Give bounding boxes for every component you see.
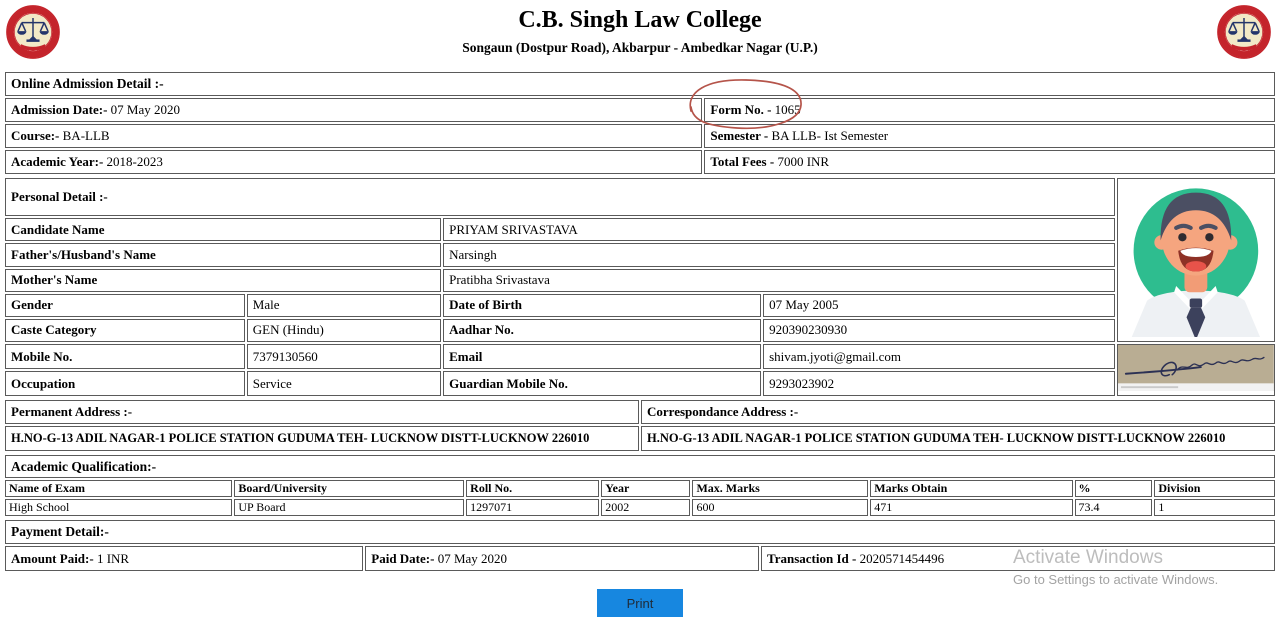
section-academic-qualification	[5, 455, 1275, 478]
aadhar-value: 920390230930	[769, 322, 848, 338]
candidate-name-label: Candidate Name	[11, 221, 105, 237]
permanent-address-value: H.NO-G-13 ADIL NAGAR-1 POLICE STATION GUDUMA TEH- LUCKNOW DISTT-LUCKNOW 226010	[5, 426, 639, 451]
print-button[interactable]: Print	[597, 589, 683, 617]
exam-value: High School	[5, 499, 232, 516]
table-row	[5, 294, 1275, 317]
father-name-label: Father's/Husband's Name	[11, 246, 156, 262]
guardian-mobile-label: Guardian Mobile No.	[449, 375, 568, 391]
col-header-board: Board/University	[234, 480, 464, 497]
col-header-roll: Roll No.	[466, 480, 599, 497]
table-row	[5, 150, 1275, 174]
paid-date-value: 07 May 2020	[437, 550, 508, 566]
caste-label: Caste Category	[11, 322, 97, 338]
guardian-mobile-label-cell	[443, 371, 761, 396]
semester-cell	[704, 124, 1275, 148]
mother-name-label: Mother's Name	[11, 272, 98, 288]
col-header-marks-obtain: Marks Obtain	[870, 480, 1072, 497]
form-no-label: Form No. -	[710, 102, 772, 117]
academic-year-label: Academic Year:-	[11, 154, 104, 169]
paid-date-cell	[365, 546, 759, 571]
amount-paid-value: 1 INR	[96, 550, 130, 566]
year-value: 2002	[601, 499, 690, 516]
email-label-cell	[443, 344, 761, 369]
transaction-id-label: Transaction Id -	[766, 550, 857, 566]
correspondence-address-header	[641, 400, 1275, 424]
table-row	[5, 243, 1275, 266]
col-header-percent: %	[1075, 480, 1153, 497]
section-personal-detail	[5, 178, 1115, 216]
form-no-cell	[704, 98, 1275, 122]
total-fees-value: 7000 INR	[777, 154, 830, 169]
section-online-admission	[5, 72, 1275, 96]
page-header	[0, 0, 1280, 70]
gender-value: Male	[252, 297, 280, 313]
section-payment-detail	[5, 520, 1275, 544]
signature-image	[1118, 345, 1274, 391]
course-cell	[5, 124, 702, 148]
watermark-line2: Go to Settings to activate Windows.	[1013, 572, 1219, 587]
table-row	[5, 344, 1275, 369]
aadhar-value-cell	[763, 319, 1115, 342]
permanent-address-label: Permanent Address :-	[11, 404, 133, 419]
caste-value-cell	[247, 319, 441, 342]
semester-value: BA LLB- Ist Semester	[771, 128, 889, 143]
total-fees-label: Total Fees -	[710, 154, 775, 169]
percent-value: 73.4	[1075, 499, 1153, 516]
aadhar-label-cell	[443, 319, 761, 342]
section-title: Payment Detail:-	[11, 524, 109, 539]
dob-label: Date of Birth	[449, 297, 523, 313]
mobile-label-cell	[5, 344, 245, 369]
table-row	[5, 269, 1275, 292]
email-value-cell	[763, 344, 1115, 369]
correspondence-address-value: H.NO-G-13 ADIL NAGAR-1 POLICE STATION GUDUMA TEH- LUCKNOW DISTT-LUCKNOW 226010	[641, 426, 1275, 451]
mother-name-value-cell	[443, 269, 1115, 292]
watermark-line1: Activate Windows	[1013, 547, 1163, 568]
amount-paid-cell	[5, 546, 363, 571]
col-header-max-marks: Max. Marks	[692, 480, 868, 497]
gender-label: Gender	[11, 297, 53, 313]
section-title: Online Admission Detail :-	[11, 76, 164, 91]
table-row	[5, 98, 1275, 122]
mother-name-label-cell	[5, 269, 441, 292]
father-name-value-cell	[443, 243, 1115, 266]
father-name-value: Narsingh	[449, 246, 497, 262]
division-value: 1	[1154, 499, 1275, 516]
candidate-name-value-cell	[443, 218, 1115, 241]
academic-year-cell	[5, 150, 702, 174]
academic-qualification-table	[3, 453, 1277, 518]
col-header-division: Division	[1154, 480, 1275, 497]
dob-label-cell	[443, 294, 761, 317]
personal-detail-table	[3, 176, 1277, 398]
academic-year-value: 2018-2023	[106, 154, 163, 169]
candidate-avatar-image	[1118, 179, 1274, 337]
dob-value-cell	[763, 294, 1115, 317]
caste-value: GEN (Hindu)	[252, 322, 324, 338]
guardian-mobile-value-cell	[763, 371, 1115, 396]
candidate-photo	[1117, 178, 1275, 342]
amount-paid-label: Amount Paid:-	[11, 550, 94, 566]
candidate-name-label-cell	[5, 218, 441, 241]
mother-name-value: Pratibha Srivastava	[449, 272, 550, 288]
admission-date-value: 07 May 2020	[110, 102, 181, 117]
email-value: shivam.jyoti@gmail.com	[769, 348, 901, 364]
payment-detail-table	[3, 518, 1277, 573]
table-row	[5, 218, 1275, 241]
transaction-id-cell	[761, 546, 1275, 571]
occupation-value-cell	[247, 371, 441, 396]
online-admission-table	[3, 70, 1277, 176]
academic-header-row	[5, 480, 1275, 497]
occupation-value: Service	[252, 375, 292, 391]
col-header-year: Year	[601, 480, 690, 497]
occupation-label-cell	[5, 371, 245, 396]
college-seal-icon	[1216, 4, 1272, 60]
mobile-label: Mobile No.	[11, 348, 73, 364]
transaction-id-value: 2020571454496	[859, 550, 945, 566]
table-row	[5, 124, 1275, 148]
form-no-value: 1065	[774, 102, 801, 117]
print-button-row	[0, 589, 1280, 617]
total-fees-cell	[704, 150, 1275, 174]
table-row	[5, 319, 1275, 342]
gender-label-cell	[5, 294, 245, 317]
marks-obtain-value: 471	[870, 499, 1072, 516]
occupation-label: Occupation	[11, 375, 76, 391]
correspondence-address-label: Correspondance Address :-	[647, 404, 799, 419]
caste-label-cell	[5, 319, 245, 342]
mobile-value-cell	[247, 344, 441, 369]
max-marks-value: 600	[692, 499, 868, 516]
table-row	[5, 426, 1275, 451]
section-title: Personal Detail :-	[11, 189, 108, 205]
table-row	[5, 371, 1275, 396]
board-value: UP Board	[234, 499, 464, 516]
table-row	[5, 546, 1275, 571]
permanent-address-header	[5, 400, 639, 424]
dob-value: 07 May 2005	[769, 297, 839, 313]
mobile-value: 7379130560	[252, 348, 318, 364]
college-seal-icon	[5, 4, 61, 60]
course-value: BA-LLB	[62, 128, 110, 143]
aadhar-label: Aadhar No.	[449, 322, 514, 338]
admission-date-label: Admission Date:-	[11, 102, 108, 117]
candidate-name-value: PRIYAM SRIVASTAVA	[449, 221, 578, 237]
page-subtitle: Songaun (Dostpur Road), Akbarpur - Ambedkar Nagar (U.P.)	[462, 40, 818, 55]
roll-value: 1297071	[466, 499, 599, 516]
email-label: Email	[449, 348, 483, 364]
course-label: Course:-	[11, 128, 60, 143]
admission-date-cell	[5, 98, 702, 122]
address-table	[3, 398, 1277, 453]
father-name-label-cell	[5, 243, 441, 266]
section-title: Academic Qualification:-	[11, 458, 157, 474]
candidate-signature	[1117, 344, 1275, 396]
gender-value-cell	[247, 294, 441, 317]
table-row	[5, 400, 1275, 424]
semester-label: Semester -	[710, 128, 769, 143]
academic-data-row	[5, 499, 1275, 516]
guardian-mobile-value: 9293023902	[769, 375, 835, 391]
col-header-exam: Name of Exam	[5, 480, 232, 497]
page-title: C.B. Singh Law College	[518, 7, 762, 33]
paid-date-label: Paid Date:-	[371, 550, 435, 566]
